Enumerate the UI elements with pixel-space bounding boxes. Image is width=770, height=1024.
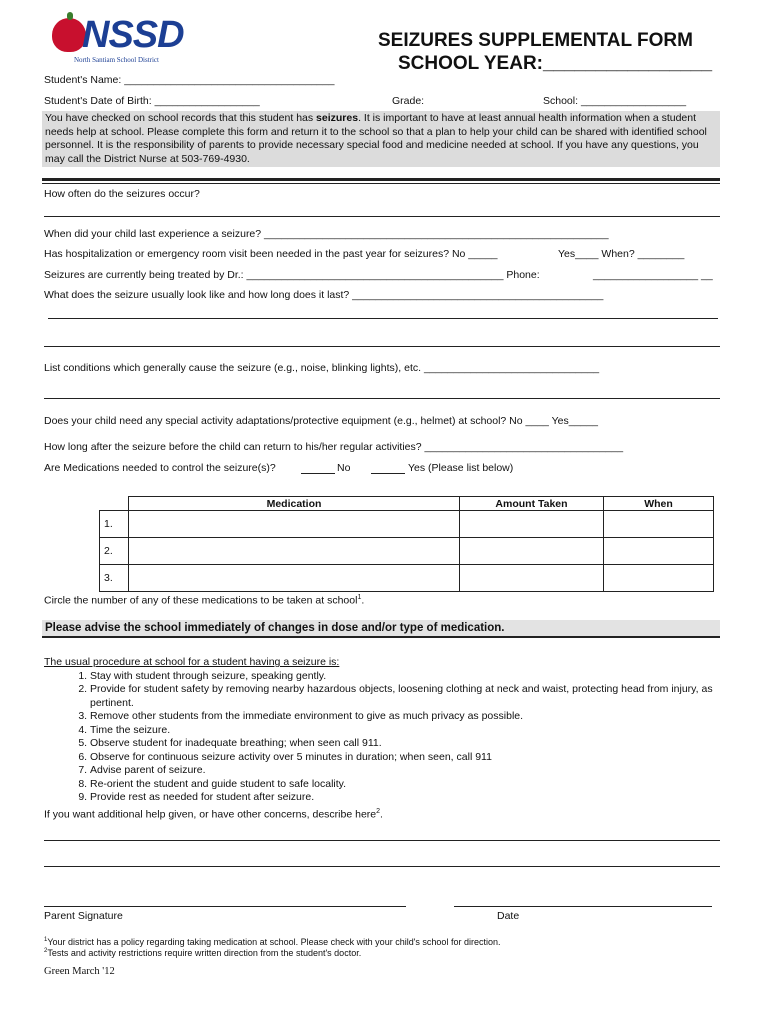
when-cell[interactable] (604, 511, 714, 538)
student-name-field[interactable]: Student's Name: ____________________________________ (44, 74, 335, 86)
additional-help-prompt: If you want additional help given, or have other concerns, describe here$^2$. (44, 807, 383, 820)
school-year-field[interactable]: SCHOOL YEAR:________________ (398, 53, 713, 74)
intro-text-post: . It is important to have at least annual health information when a student needs help at school. Please complete this form and return it to the school so that a plan to help your child can be shared with identified school personnel. It is the responsibility of parents to provide necessary special food and medicine needed at school. If you have any questions, you may call the District Nurse at 503-769-4930. (45, 112, 707, 165)
nssd-logo (52, 14, 187, 66)
when-cell[interactable] (604, 538, 714, 565)
section-divider (42, 178, 720, 181)
medication-cell[interactable] (129, 511, 460, 538)
procedure-step: 4. Time the seizure. (90, 724, 720, 738)
logo-brand: NSSD (82, 14, 184, 56)
question-adaptations[interactable]: Does your child need any special activity adaptations/protective equipment (e.g., helmet) at school? No ____ Yes_____ (44, 415, 598, 427)
question-return-time[interactable]: How long after the seizure before the child can return to his/her regular activities? __________________________________ (44, 441, 624, 453)
circle-note: Circle the number of any of these medications to be taken at school$^1$. (44, 594, 365, 607)
answer-line-triggers[interactable] (44, 398, 720, 399)
concerns-line-2[interactable] (44, 866, 720, 867)
medications-no-blank[interactable] (301, 473, 335, 474)
section-divider-thin (42, 183, 720, 184)
procedure-step: 3. Remove other students from the immediate environment to give as much privacy as possible. (90, 710, 720, 724)
circle-note-text: Circle the number of any of these medications to be taken at school (44, 594, 358, 607)
amount-cell[interactable] (460, 565, 604, 592)
footnote-ref-2: 2 (376, 807, 381, 815)
procedure-step: 8. Re-orient the student and guide student to safe locality. (90, 778, 720, 792)
question-hospitalization[interactable]: Has hospitalization or emergency room visit been needed in the past year for seizures? No _____ (44, 248, 498, 260)
col-amount: Amount Taken (460, 497, 604, 511)
parent-signature-label: Parent Signature (44, 910, 123, 922)
footnote-ref-1: 1 (357, 594, 362, 601)
medications-table (99, 496, 714, 592)
date-label: Date (497, 910, 520, 922)
table-header-row (100, 497, 714, 511)
col-when: When (604, 497, 714, 511)
table-row (100, 565, 714, 592)
question-doctor[interactable]: Seizures are currently being treated by Dr.: ____________________________________________ Phone: (44, 269, 540, 281)
procedure-step: 6. Observe for continuous seizure activity over 5 minutes in duration; when seen, call 911 (90, 751, 720, 765)
row-number: 3. (100, 565, 129, 592)
apple-icon (52, 18, 86, 52)
footnote-2-text: Tests and activity restrictions require written direction from the student's doctor. (47, 948, 362, 958)
doctor-phone-field[interactable]: __________________ __ (593, 269, 713, 281)
intro-text-pre: You have checked on school records that this student has (45, 112, 317, 124)
question-frequency: How often do the seizures occur? (44, 188, 200, 200)
footnote-1-text: Your district has a policy regarding taking medication at school. Please check with your child's school for direction. (47, 937, 501, 947)
procedure-step: 7. Advise parent of seizure. (90, 764, 720, 778)
when-cell[interactable] (604, 565, 714, 592)
answer-line-frequency[interactable] (44, 216, 720, 217)
col-medication: Medication (129, 497, 460, 511)
procedure-step: 9. Provide rest as needed for student after seizure. (90, 791, 720, 805)
footer-revision: Green March '12 (44, 966, 115, 977)
student-dob-field[interactable]: Student's Date of Birth: __________________ (44, 95, 260, 107)
procedure-step: 1. Stay with student through seizure, speaking gently. (90, 670, 720, 684)
concerns-line-1[interactable] (44, 840, 720, 841)
date-line[interactable] (454, 906, 712, 907)
table-row (100, 538, 714, 565)
medications-yes-label: Yes (Please list below) (408, 462, 514, 474)
additional-help-text: If you want additional help given, or have other concerns, describe here (44, 808, 377, 820)
footnote-2: $^2$Tests and activity restrictions require written direction from the student's doctor. (44, 948, 362, 958)
procedure-section (44, 656, 720, 822)
table-row (100, 511, 714, 538)
procedure-steps (44, 670, 720, 805)
parent-signature-line[interactable] (44, 906, 406, 907)
question-medications: Are Medications needed to control the seizure(s)? (44, 462, 276, 474)
answer-line-description[interactable] (48, 318, 718, 319)
table-corner (100, 497, 129, 511)
procedure-heading: The usual procedure at school for a student having a seizure is: (44, 656, 340, 668)
intro-text-bold: seizures (316, 112, 359, 124)
question-description[interactable]: What does the seizure usually look like and how long does it last? ___________________________________________ (44, 289, 604, 301)
intro-box (42, 111, 720, 167)
school-field[interactable]: School: __________________ (543, 95, 687, 107)
row-number: 1. (100, 511, 129, 538)
medication-cell[interactable] (129, 565, 460, 592)
amount-cell[interactable] (460, 538, 604, 565)
grade-field[interactable]: Grade: (392, 95, 425, 107)
medications-no-label: No (337, 462, 351, 474)
row-number: 2. (100, 538, 129, 565)
logo-subtitle: North Santiam School District (74, 56, 159, 64)
procedure-step: 5. Observe student for inadequate breathing; when seen call 911. (90, 737, 720, 751)
advise-banner: Please advise the school immediately of changes in dose and/or type of medication. (42, 620, 720, 638)
footnote-1: $^1$Your district has a policy regarding taking medication at school. Please check with your child's school for direction. (44, 937, 501, 947)
answer-line-description-2[interactable] (44, 346, 720, 347)
question-last-seizure[interactable]: When did your child last experience a seizure? ___________________________________________________________ (44, 228, 609, 240)
medication-cell[interactable] (129, 538, 460, 565)
medications-yes-blank[interactable] (371, 473, 405, 474)
amount-cell[interactable] (460, 511, 604, 538)
hospitalization-yes-when[interactable]: Yes____ When? ________ (558, 248, 685, 260)
form-title: SEIZURES SUPPLEMENTAL FORM (378, 30, 693, 51)
procedure-step: 2. Provide for student safety by removing nearby hazardous objects, loosening clothing at neck and waist, protecting head from injury, as pertinent. (90, 683, 720, 710)
question-triggers[interactable]: List conditions which generally cause the seizure (e.g., noise, blinking lights), etc. ______________________________ (44, 362, 600, 374)
